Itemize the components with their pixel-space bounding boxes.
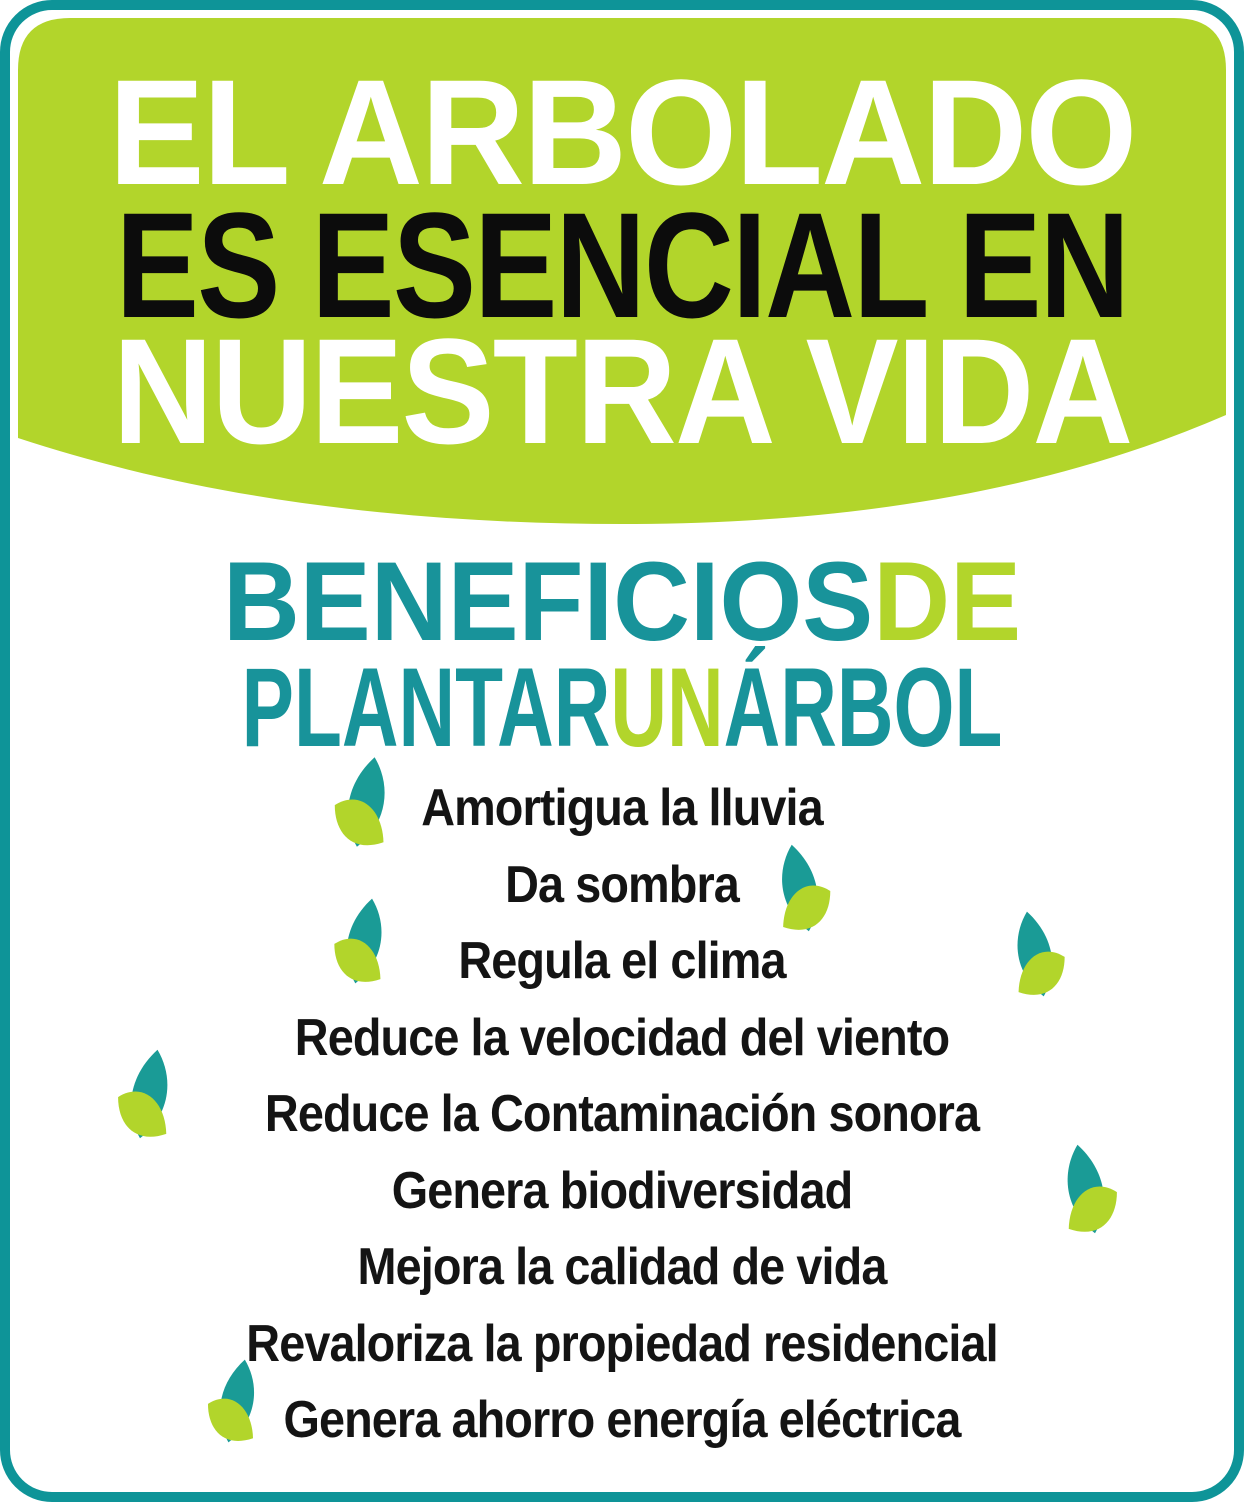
subtitle-un: UN <box>610 645 724 770</box>
benefit-item: Reduce la velocidad del viento <box>294 1008 950 1067</box>
headline-line1: EL ARBOLADO <box>108 48 1136 216</box>
benefit-item: Genera ahorro energía eléctrica <box>283 1391 961 1449</box>
benefit-item: Amortigua la lluvia <box>421 779 823 837</box>
benefit-item: Revaloriza la propiedad residencial <box>246 1314 998 1373</box>
subtitle-arbol: ÁRBOL <box>723 645 1003 770</box>
headline-line2: ES ESENCIAL EN <box>115 181 1129 349</box>
benefit-item: Regula el clima <box>458 932 786 990</box>
benefit-item: Reduce la Contaminación sonora <box>264 1085 980 1143</box>
subtitle-de: DE <box>873 539 1022 664</box>
benefit-item: Genera biodiversidad <box>391 1161 853 1220</box>
subtitle-plantar: PLANTAR <box>241 645 611 770</box>
headline-line3: NUESTRA VIDA <box>112 307 1132 475</box>
benefit-item: Mejora la calidad de vida <box>357 1238 887 1296</box>
benefit-item: Da sombra <box>505 855 739 914</box>
subtitle-beneficios: BENEFICIOS <box>222 539 874 664</box>
